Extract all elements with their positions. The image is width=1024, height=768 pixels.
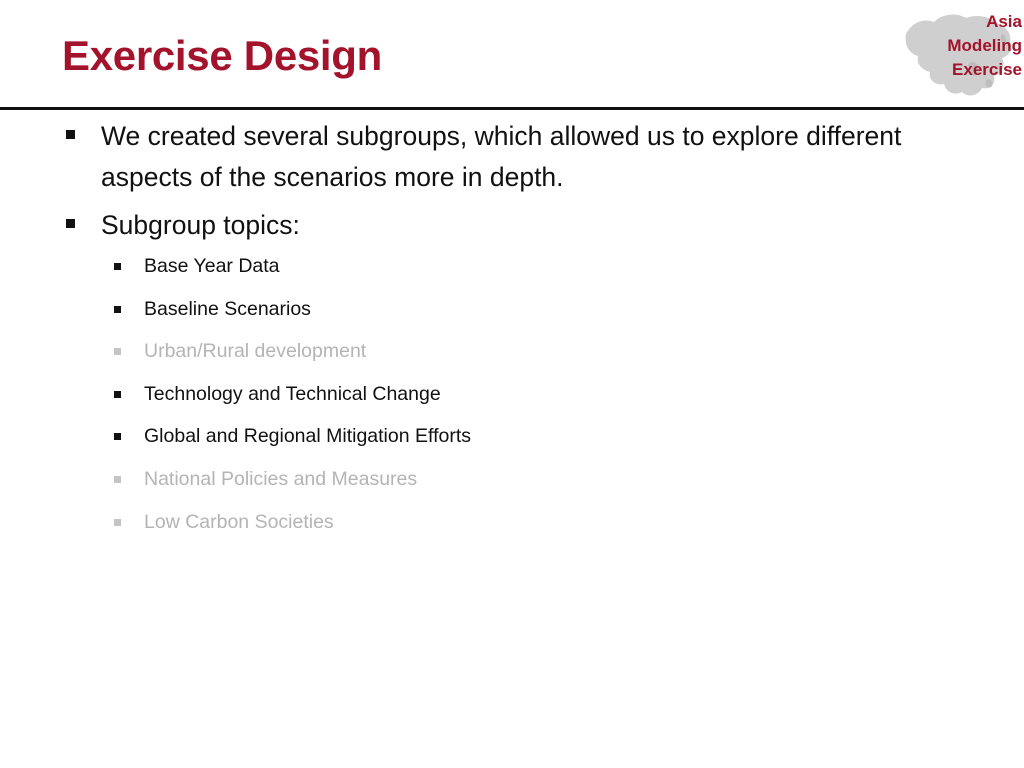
square-bullet-icon <box>114 263 121 270</box>
title-divider <box>0 107 1024 110</box>
subgroup-item <box>62 382 982 407</box>
subgroup-text: Technology and Technical Change <box>144 382 441 405</box>
bullet-list <box>62 116 982 552</box>
subgroup-text: Baseline Scenarios <box>144 297 311 320</box>
bullet-item <box>62 116 982 198</box>
subgroup-list <box>62 254 982 535</box>
square-bullet-icon <box>114 519 121 526</box>
subgroup-text: Low Carbon Societies <box>144 510 334 533</box>
bullet-text: We created several subgroups, which allowed us to explore different aspects of the scenarios more in depth. <box>101 121 902 192</box>
subgroup-item <box>62 510 982 535</box>
square-bullet-icon <box>114 433 121 440</box>
logo-line-3: Exercise <box>952 60 1022 79</box>
subgroup-text: Urban/Rural development <box>144 340 367 363</box>
subgroup-text: Global and Regional Mitigation Efforts <box>144 425 471 448</box>
bullet-item <box>62 205 982 535</box>
subgroup-item <box>62 254 982 279</box>
square-bullet-icon <box>114 306 121 313</box>
square-bullet-icon <box>66 130 75 139</box>
square-bullet-icon <box>114 348 121 355</box>
logo-line-1: Asia <box>986 12 1022 31</box>
square-bullet-icon <box>66 219 75 228</box>
subgroup-item <box>62 467 982 492</box>
logo-line-2: Modeling <box>947 36 1022 55</box>
slide-title: Exercise Design <box>62 32 383 79</box>
subgroup-item <box>62 339 982 364</box>
square-bullet-icon <box>114 476 121 483</box>
asia-modeling-exercise-logo <box>898 4 1022 104</box>
subgroup-text: National Policies and Measures <box>144 467 418 490</box>
subgroup-text: Base Year Data <box>144 255 280 277</box>
square-bullet-icon <box>114 391 121 398</box>
bullet-text: Subgroup topics: <box>101 210 300 240</box>
subgroup-item <box>62 424 982 449</box>
subgroup-item <box>62 297 982 322</box>
